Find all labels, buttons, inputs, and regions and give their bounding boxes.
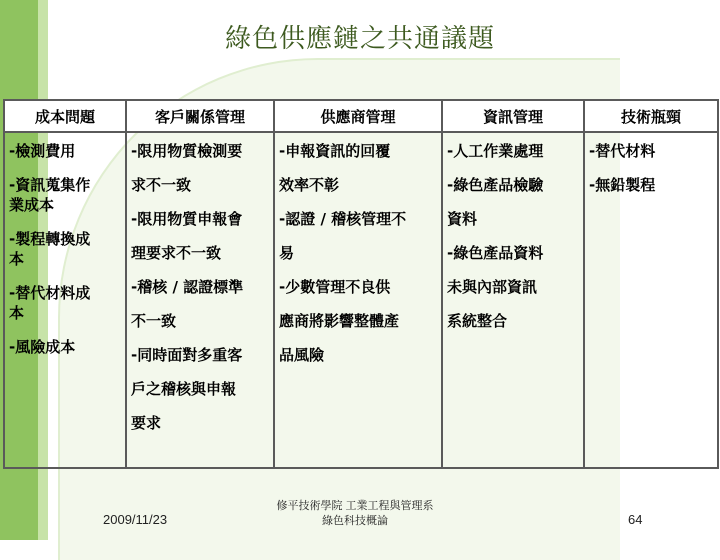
cost-item: 本 [9,250,25,268]
cost-item: -製程轉換成 [9,230,91,248]
customer-item: -限用物質申報會 [131,210,243,228]
cost-item: -替代材料成 [9,284,91,302]
customer-item: 戶之稽核與申報 [131,380,237,398]
header-supplier-management: 供應商管理 [274,100,442,132]
header-technical-bottleneck: 技術瓶頸 [584,100,718,132]
supplier-item: -申報資訊的回覆 [279,142,391,160]
customer-item: 求不一致 [131,176,192,194]
technical-item: -無鉛製程 [589,176,656,194]
technical-bottleneck-cell [584,132,718,468]
customer-item: -稽核 / 認證標準 [131,278,244,296]
cost-item: -風險成本 [9,338,76,356]
customer-item: 不一致 [131,312,177,330]
information-item: 資料 [447,210,478,228]
technical-item: -替代材料 [589,142,656,160]
header-row [4,100,718,132]
supplier-item: 易 [279,244,295,262]
information-item: -人工作業處理 [447,142,544,160]
information-item: -綠色產品資料 [447,244,544,262]
customer-item: -限用物質檢測要 [131,142,243,160]
supplier-item: 應商將影響整體產 [279,312,400,330]
information-item: -綠色產品檢驗 [447,176,544,194]
slide-title: 綠色供應鏈之共通議題 [224,24,495,54]
footer-organization [250,499,460,529]
supplier-item: 品風險 [279,346,325,364]
customer-item: 要求 [131,414,162,432]
page-number: 64 [628,512,643,527]
footer-org-line: 修平技術學院 工業工程與管理系 [276,500,434,512]
customer-relations-cell [126,132,274,468]
content-row [4,132,718,468]
information-item: 未與內部資訊 [447,278,538,296]
supplier-item: -認證 / 稽核管理不 [279,210,407,228]
header-customer-relations: 客戶關係管理 [126,100,274,132]
cost-item: -檢測費用 [9,142,76,160]
supplier-management-cell [274,132,442,468]
information-management-cell [442,132,584,468]
customer-item: 理要求不一致 [131,244,222,262]
customer-item: -同時面對多重客 [131,346,243,364]
header-information-management: 資訊管理 [442,100,584,132]
supplier-item: 效率不彰 [279,176,340,194]
issues-table [3,99,719,469]
cost-item: 業成本 [9,196,55,214]
supplier-item: -少數管理不良供 [279,278,391,296]
header-cost-issues: 成本問題 [4,100,126,132]
footer-course-line: 綠色科技概論 [322,515,388,527]
footer-date: 2009/11/23 [103,512,168,527]
cost-item: -資訊蒐集作 [9,176,91,194]
cost-issues-cell [4,132,126,468]
cost-item: 本 [9,304,25,322]
information-item: 系統整合 [447,312,508,330]
